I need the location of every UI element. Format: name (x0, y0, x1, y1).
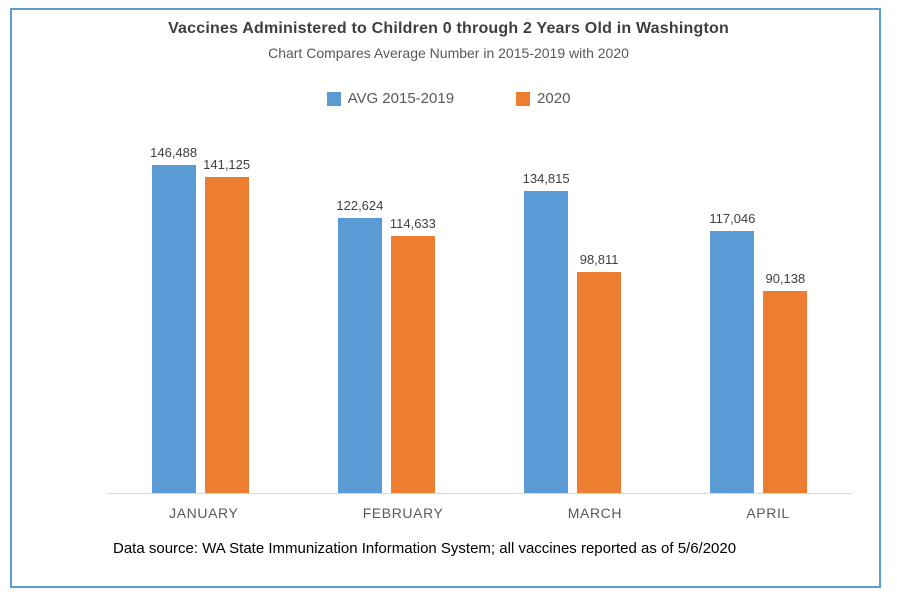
data-label: 114,633 (389, 216, 436, 231)
bar-group-march (524, 171, 621, 493)
bar-unit-march-2020 (577, 252, 621, 493)
bar-unit-april-2020 (763, 271, 807, 493)
chart-subtitle: Chart Compares Average Number in 2015-2019 with 2020 (268, 45, 629, 61)
data-label: 141,125 (203, 157, 251, 172)
bar-group-february (338, 198, 435, 493)
data-source-note: Data source: WA State Immunization Information System; all vaccines reported as of 5/6/2020 (113, 540, 737, 557)
data-label: 117,046 (709, 211, 756, 226)
bar-march-avg-2015-2019 (524, 191, 568, 493)
bar-unit-january-avg (152, 145, 196, 493)
bar-unit-january-2020 (205, 157, 249, 493)
data-label: 146,488 (150, 145, 198, 160)
bar-group-april (710, 211, 807, 493)
legend-item-avg-2015-2019 (327, 90, 454, 107)
chart-title: Vaccines Administered to Children 0 through 2 Years Old in Washington (168, 20, 729, 37)
data-label: 122,624 (336, 198, 384, 213)
legend-label-avg-2015-2019: AVG 2015-2019 (347, 90, 455, 107)
category-label-march: MARCH (567, 505, 623, 521)
data-label: 134,815 (522, 171, 570, 186)
bar-group-january (152, 145, 249, 493)
bar-january-avg-2015-2019 (152, 165, 196, 493)
legend-item-2020 (516, 90, 570, 107)
legend (0, 90, 897, 107)
bar-february-avg-2015-2019 (338, 218, 382, 493)
bar-unit-april-avg (710, 211, 754, 493)
category-label-january: JANUARY (169, 505, 239, 521)
bar-february-2020 (391, 236, 435, 493)
legend-label-2020: 2020 (537, 90, 571, 107)
category-label-april: APRIL (746, 505, 790, 521)
category-label-february: FEBRUARY (362, 505, 444, 521)
data-label: 98,811 (579, 252, 619, 267)
plot-area (107, 145, 852, 494)
category-axis (107, 505, 852, 521)
bar-april-2020 (763, 291, 807, 493)
bar-march-2020 (577, 272, 621, 493)
bar-january-2020 (205, 177, 249, 493)
bar-april-avg-2015-2019 (710, 231, 754, 493)
bar-unit-march-avg (524, 171, 568, 493)
data-label: 90,138 (765, 271, 806, 286)
bar-unit-february-avg (338, 198, 382, 493)
bar-unit-february-2020 (391, 216, 435, 493)
legend-swatch-blue (327, 92, 341, 106)
legend-swatch-orange (516, 92, 530, 106)
